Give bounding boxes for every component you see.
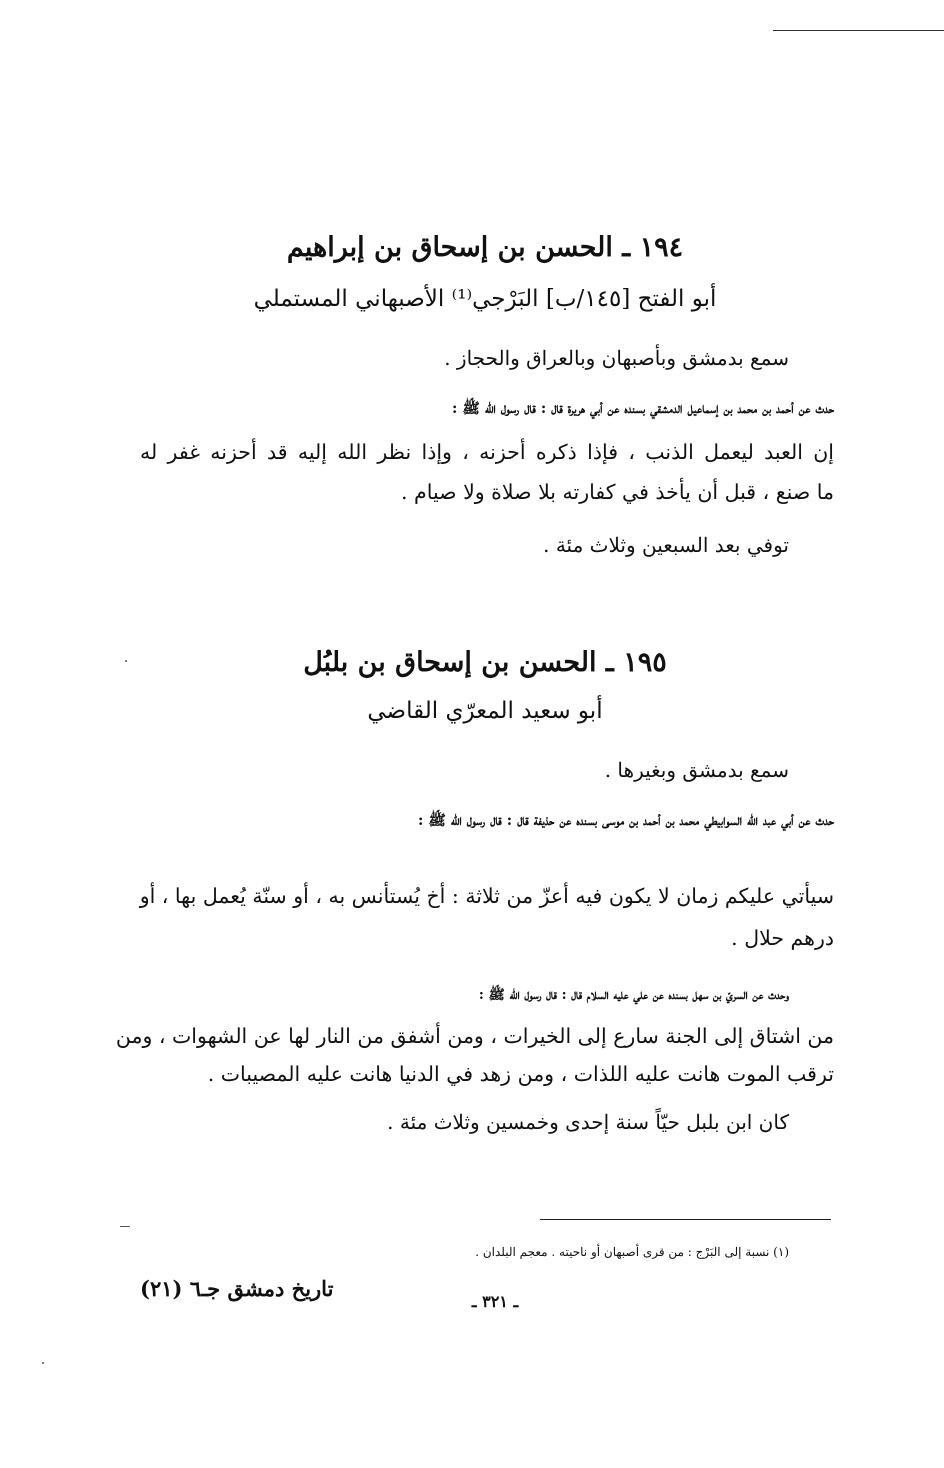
entry-195-title: ١٩٥ ـ الحسن بن إسحاق بن بلبُل (303, 647, 667, 678)
entry-195-hadith-2-line-2: ترقب الموت هانت عليه اللذات ، ومن زهد في الدنيا هانت عليه المصيبات . (207, 1062, 834, 1086)
entry-194-title: ١٩٤ ـ الحسن بن إسحاق بن إبراهيم (286, 232, 684, 263)
footnote: (١) نسبة إلى البَرْج : من قرى أصبهان أو ناحيته . معجم البلدان . (475, 1245, 789, 1259)
entry-194-hadith-line-1: إن العبد ليعمل الذنب ، فإذا ذكره أحزنه ، وإذا نظر الله إليه قد أحزنه غفر له (140, 440, 834, 464)
running-title: تاريخ دمشق جـ٦ (٢١) (140, 1276, 334, 1301)
page-number: ـ ٣٢١ ـ (471, 1292, 519, 1311)
scan-speck (125, 660, 127, 662)
entry-195-isnad-1: حدث عن أبي عبد الله السوابيطي محمد بن أحمد بن موسى بسنده عن حذيفة قال : قال رسول الله ﷺ : (417, 812, 834, 829)
entry-195-heard: سمع بدمشق وبغيرها . (604, 758, 789, 782)
entry-195-death: كان ابن بلبل حيّاً سنة إحدى وخمسين وثلاث مئة . (387, 1110, 789, 1134)
footnote-rule (540, 1219, 831, 1220)
entry-194-heard: سمع بدمشق وبأصبهان وبالعراق والحجاز . (444, 346, 789, 370)
entry-195-subtitle: أبو سعيد المعرّي القاضي (367, 698, 603, 724)
entry-194-isnad: حدث عن أحمد بن محمد بن إسماعيل الدمشقي بسنده عن أبي هريرة قال : قال رسول الله ﷺ : (451, 400, 834, 417)
entry-195-isnad-2: وحدث عن السريّ بن سهل بسنده عن علي عليه السلام قال : قال رسول الله ﷺ : (478, 987, 789, 1003)
entry-195-hadith-1-line-2: درهم حلال . (731, 926, 834, 950)
scan-speck (120, 1226, 130, 1227)
top-rule (773, 30, 944, 31)
entry-194-subtitle: أبو الفتح [١٤٥/ب] البَرْجي⁽¹⁾ الأصبهاني المستملي (253, 286, 717, 312)
entry-194-hadith-line-2: ما صنع ، قبل أن يأخذ في كفارته بلا صلاة ولا صيام . (400, 480, 834, 504)
scan-speck (42, 1362, 44, 1364)
entry-195-hadith-2-line-1: من اشتاق إلى الجنة سارع إلى الخيرات ، ومن أشفق من النار لها عن الشهوات ، ومن (115, 1024, 834, 1048)
entry-194-death: توفي بعد السبعين وثلاث مئة . (543, 533, 789, 557)
entry-195-hadith-1-line-1: سيأتي عليكم زمان لا يكون فيه أعزّ من ثلاثة : أخ يُستأنس به ، أو سنّة يُعمل بها ، أو (139, 884, 834, 908)
